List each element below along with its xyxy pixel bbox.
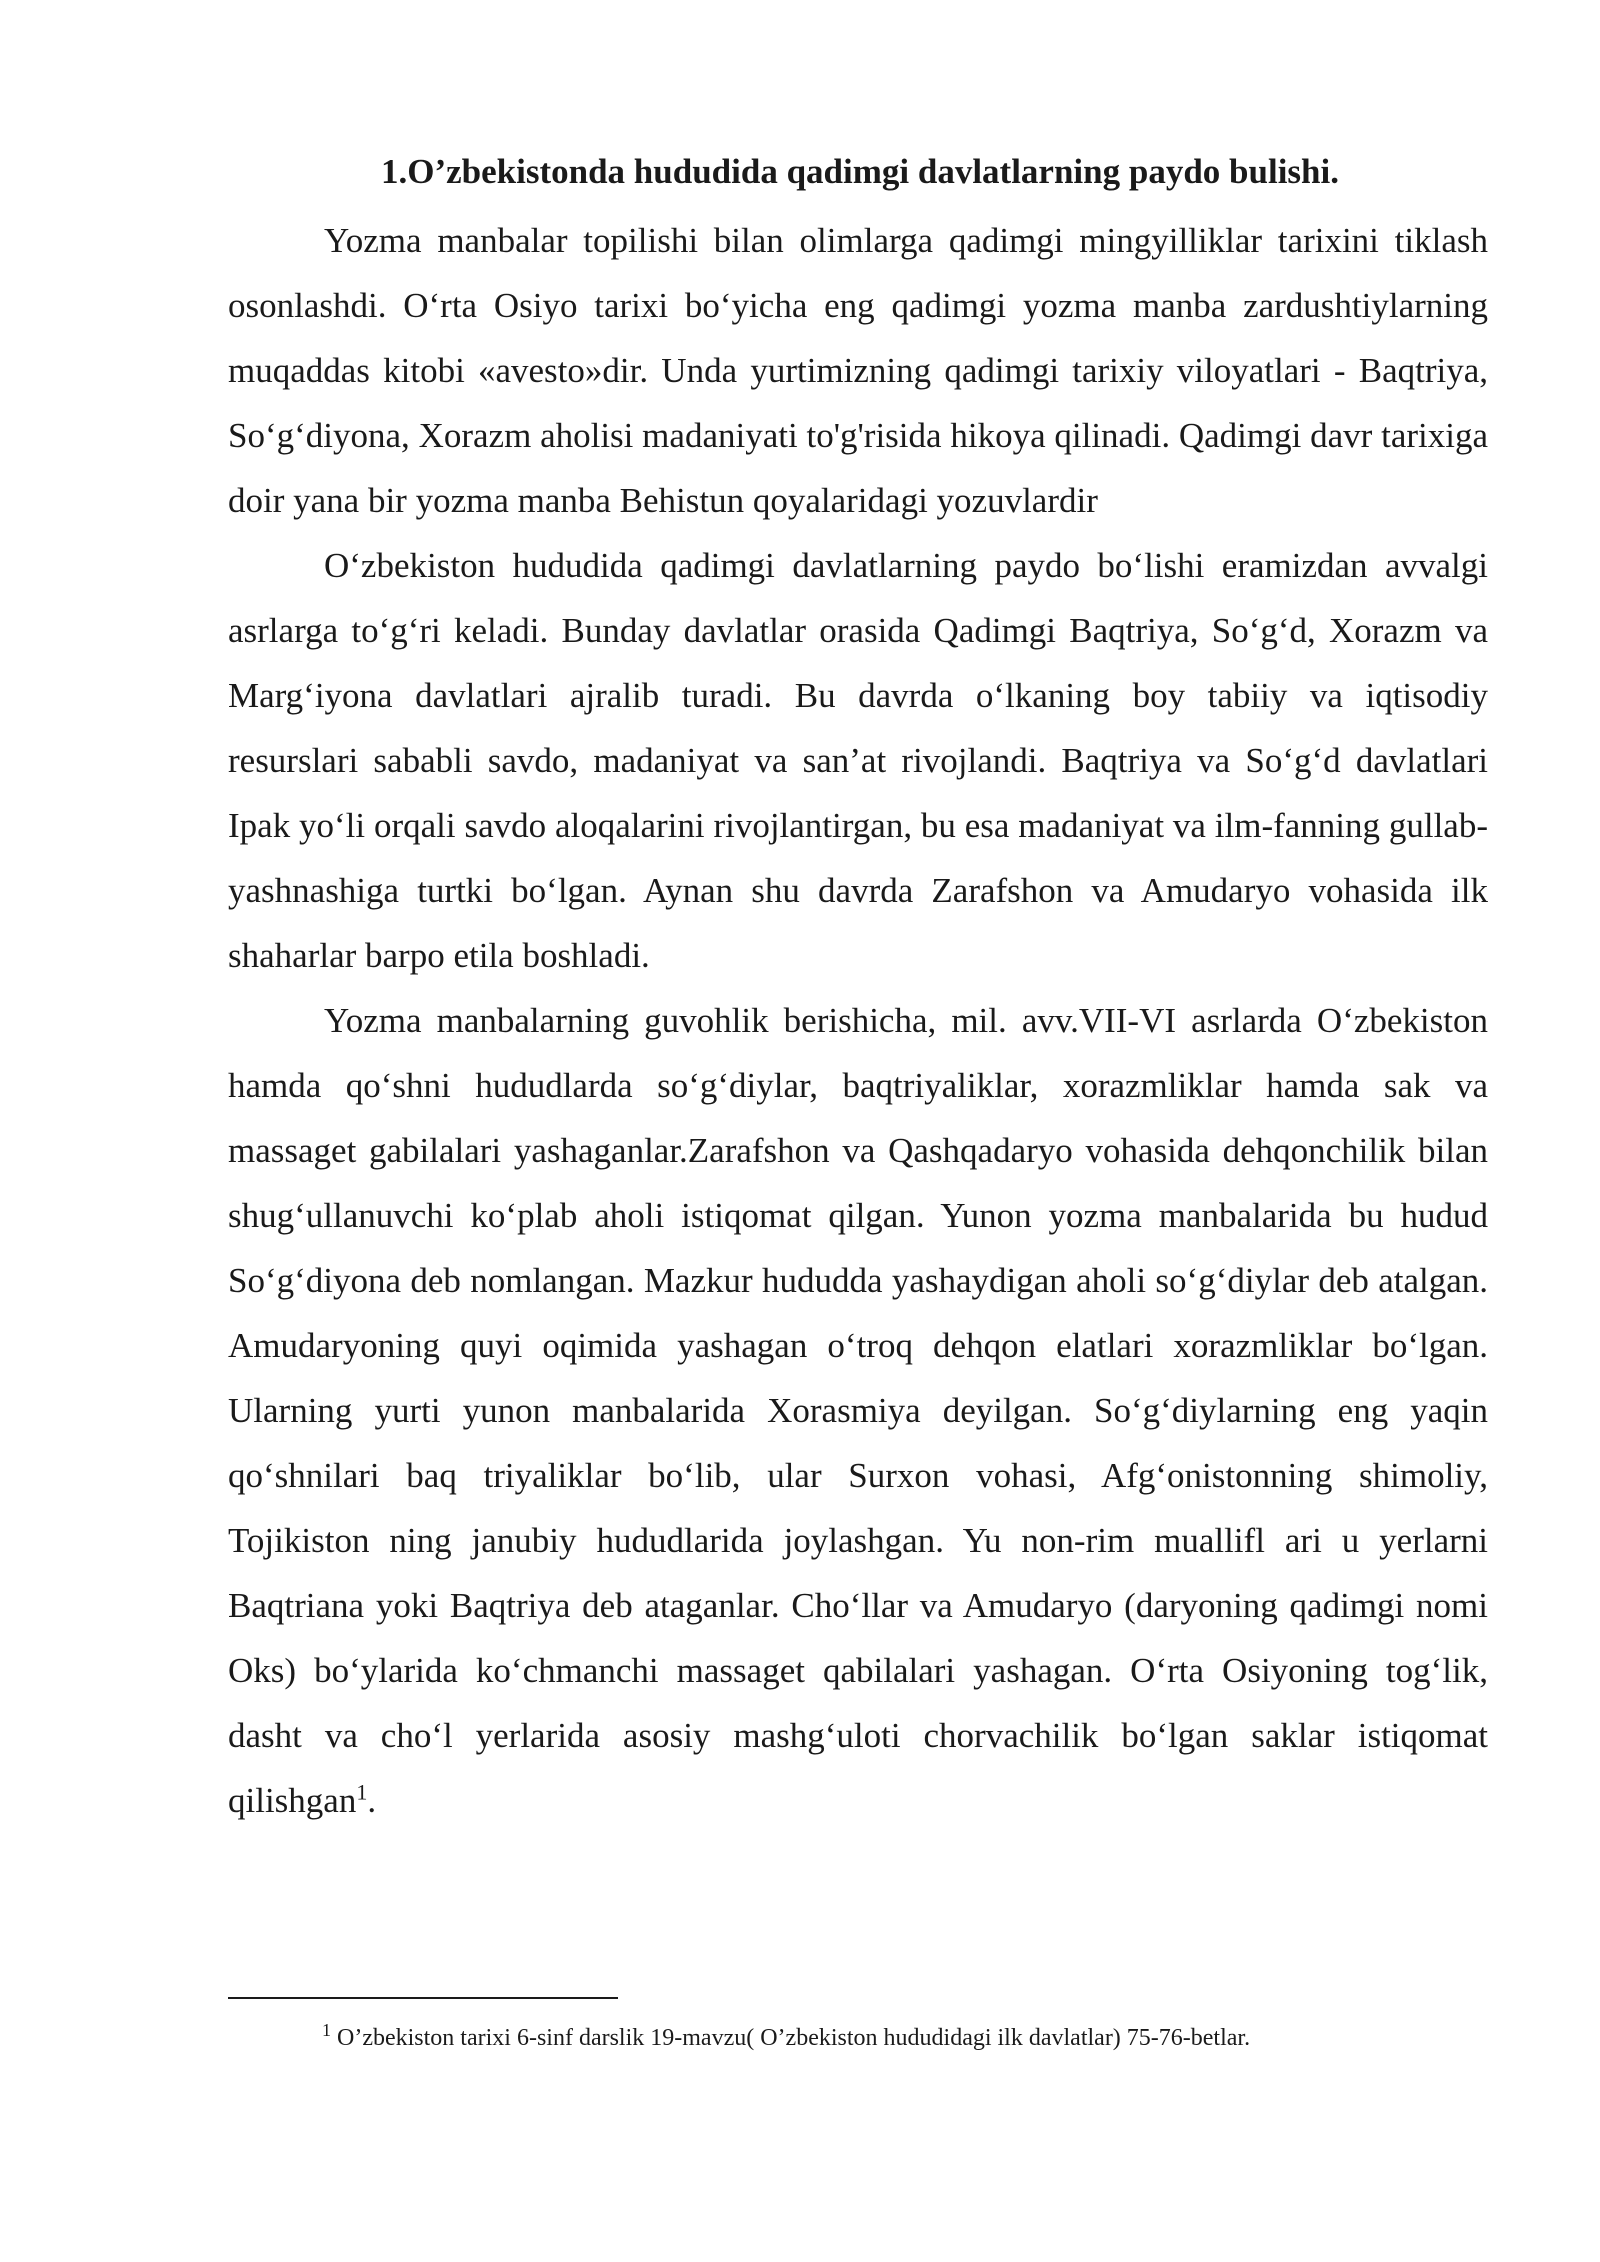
page-title: 1.O’zbekistonda hududida qadimgi davlatlarning paydo bulishi. xyxy=(381,152,1339,191)
footnote-marker: 1 xyxy=(322,2020,331,2040)
paragraph-text: Yozma manbalarning guvohlik berishicha, mil. avv.VII-VI asrlarda O‘zbekiston hamda qo‘shni hududlarda so‘g‘diylar, baqtriyaliklar, xorazmliklar hamda sak va massaget gabilalari yashaganlar.Zarafshon va Qashqadaryo vohasida dehqonchilik bilan shug‘ullanuvchi ko‘plab aholi istiqomat qilgan. Yunon yozma manbalarida bu hudud So‘g‘diyona deb nomlangan. Mazkur hududda yashaydigan aholi so‘g‘diylar deb atalgan. Amudaryoning quyi oqimida yashagan o‘troq dehqon elatlari xorazmliklar bo‘lgan. Ularning yurti yunon manbalarida Xorasmiya deyilgan. So‘g‘diylarning eng yaqin qo‘shnilari baq triyaliklar bo‘lib, ular Surxon vohasi, Afg‘onistonning shimoliy, Tojikiston ning janubiy hududlarida joylashgan. Yu non-rim muallifl ari u yerlarni Baqtriana yoki Baqtriya deb ataganlar. Cho‘llar va Amudaryo (daryoning qadimgi nomi Oks) bo‘ylarida ko‘chmanchi massaget qabilalari yashagan. O‘rta Osiyoning tog‘lik, dasht va cho‘l yerlarida asosiy mashg‘uloti chorvachilik bo‘lgan saklar istiqomat qilishgan xyxy=(228,1001,1488,1820)
footnote-separator xyxy=(228,1997,618,1999)
paragraph-text: O‘zbekiston hududida qadimgi davlatlarning paydo bo‘lishi eramizdan avvalgi asrlarga to‘g‘ri keladi. Bunday davlatlar orasida Qadimgi Baqtriya, So‘g‘d, Xorazm va Marg‘iyona davlatlari ajralib turadi. Bu davrda o‘lkaning boy tabiiy va iqtisodiy resurslari sababli savdo, madaniyat va san’at rivojlandi. Baqtriya va So‘g‘d davlatlari Ipak yo‘li orqali savdo aloqalarini rivojlantirgan, bu esa madaniyat va ilm-fanning gullab-yashnashiga turtki bo‘lgan. Aynan shu davrda Zarafshon va Amudaryo vohasida ilk shaharlar barpo etila boshladi. xyxy=(228,546,1488,975)
body-text xyxy=(228,208,1488,1833)
paragraph-1 xyxy=(228,208,1488,533)
footnote-reference[interactable]: 1 xyxy=(356,1779,368,1805)
paragraph-2 xyxy=(228,533,1488,988)
paragraph-tail: . xyxy=(367,1781,377,1820)
paragraph-text: Yozma manbalar topilishi bilan olimlarga qadimgi mingyilliklar tarixini tiklash osonlashdi. O‘rta Osiyo tarixi bo‘yicha eng qadimgi yozma manba zardushtiylarning muqaddas kitobi «avesto»dir. Unda yurtimizning qadimgi tarixiy viloyatlari - Baqtriya, So‘g‘diyona, Xorazm aholisi madaniyati to'g'risida hikoya qilinadi. Qadimgi davr tarixiga doir yana bir yozma manba Behistun qoyalaridagi yozuvlardir xyxy=(228,221,1488,520)
footnote-text: O’zbekiston tarixi 6-sinf darslik 19-mavzu( O’zbekiston hududidagi ilk davlatlar) 75-76-betlar. xyxy=(337,2025,1251,2051)
paragraph-3 xyxy=(228,988,1488,1833)
footnote xyxy=(322,2018,1492,2058)
